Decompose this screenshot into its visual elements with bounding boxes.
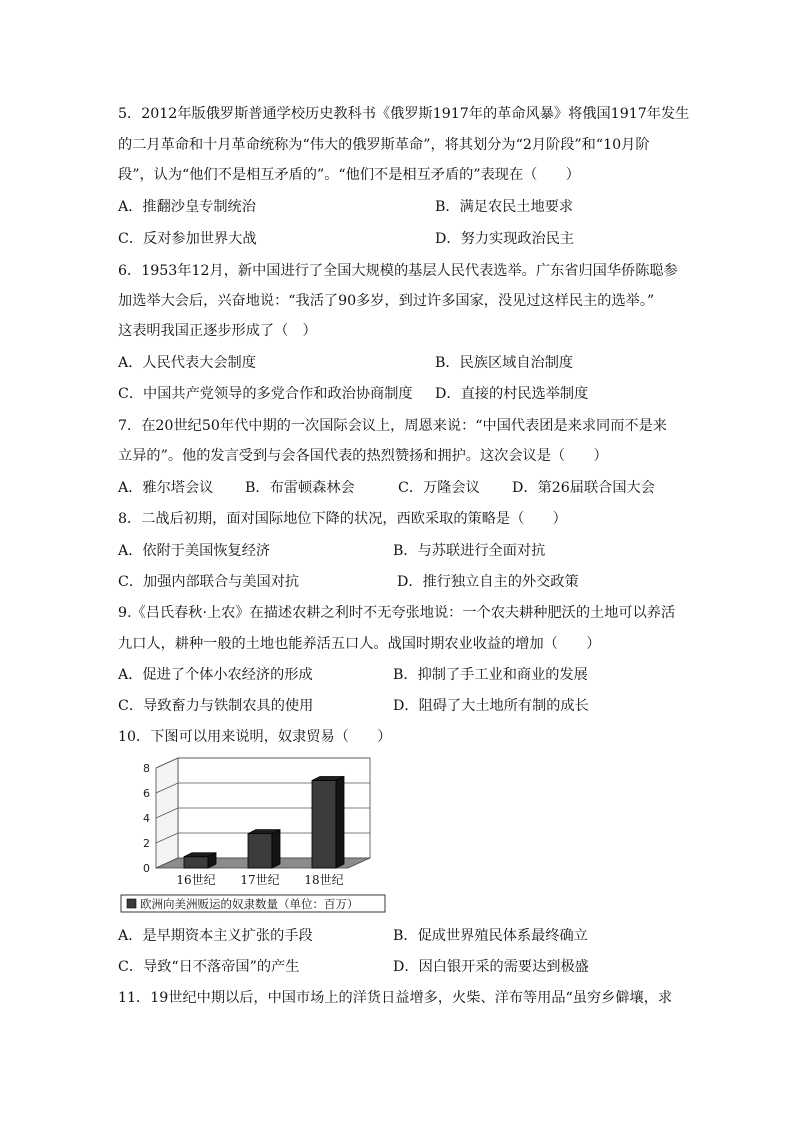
q7-option-d: D．第26届联合国大会 <box>512 480 655 496</box>
q10-option-d: D．因白银开采的需要达到极盛 <box>393 959 589 975</box>
q5-option-a: A．推翻沙皇专制统治 <box>118 199 256 215</box>
q7-line-1: 7．在20世纪50年代中期的一次国际会议上，周恩来说：“中国代表团是来求同而不是来 <box>118 418 667 434</box>
chart-bar-side <box>272 830 280 868</box>
q10-option-b: B．促成世界殖民体系最终确立 <box>393 928 588 944</box>
q7-line-2: 立异的”。他的发言受到与会各国代表的热烈赞扬和拥护。这次会议是（ ） <box>118 448 608 464</box>
q8-line-1: 8．二战后初期，面对国际地位下降的状况，西欧采取的策略是（ ） <box>118 511 567 527</box>
q9-line-2: 九口人，耕种一般的土地也能养活五口人。战国时期农业收益的增加（ ） <box>118 636 601 652</box>
q10-option-a: A．是早期资本主义扩张的手段 <box>118 928 313 944</box>
q8-option-b: B．与苏联进行全面对抗 <box>393 543 546 559</box>
chart-bar <box>248 834 272 868</box>
chart-bar-side <box>336 777 344 869</box>
q10-option-c: C．导致“日不落帝国”的产生 <box>118 959 300 975</box>
chart-x-tick-label: 17世纪 <box>240 873 280 887</box>
q6-line-1: 6．1953年12月，新中国进行了全国大规模的基层人民代表选举。广东省归国华侨陈聪参 <box>118 263 678 279</box>
q6-option-d: D．直接的村民选举制度 <box>435 386 589 402</box>
q11-line-1: 11．19世纪中期以后，中国市场上的洋货日益增多，火柴、洋布等用品“虽穷乡僻壤，求 <box>118 990 673 1006</box>
q9-option-b: B．抑制了手工业和商业的发展 <box>393 667 588 683</box>
q6-line-3: 这表明我国正逐步形成了（ ） <box>118 323 317 339</box>
chart-y-tick-label: 4 <box>143 812 150 825</box>
q5-line-3: 段”，认为“他们不是相互矛盾的”。“他们不是相互矛盾的”表现在（ ） <box>118 167 580 183</box>
q6-option-c: C．中国共产党领导的多党合作和政治协商制度 <box>118 386 413 402</box>
q9-option-c: C．导致畜力与铁制农具的使用 <box>118 698 314 714</box>
q5-line-2: 的二月革命和十月革命统称为“伟大的俄罗斯革命”，将其划分为“2月阶段”和“10月阶 <box>118 137 650 153</box>
chart-bar <box>312 781 336 869</box>
chart-legend-swatch <box>127 899 136 908</box>
q7-option-b: B．布雷顿森林会 <box>245 480 355 496</box>
chart-x-tick-label: 16世纪 <box>176 873 216 887</box>
q8-option-a: A．依附于美国恢复经济 <box>118 543 271 559</box>
q6-option-b: B．民族区域自治制度 <box>435 355 574 371</box>
q7-option-c: C．万隆会议 <box>398 480 480 496</box>
q9-option-d: D．阻碍了大土地所有制的成长 <box>393 698 589 714</box>
chart-bar <box>184 857 208 868</box>
q5-option-c: C．反对参加世界大战 <box>118 231 257 247</box>
q10-line-1: 10．下图可以用来说明，奴隶贸易（ ） <box>118 729 392 745</box>
q9-line-1: 9.《吕氏春秋·上农》在描述农耕之利时不无夸张地说：一个农夫耕种肥沃的土地可以养活 <box>118 605 676 621</box>
chart-y-tick-label: 8 <box>143 762 150 775</box>
q7-option-a: A．雅尔塔会议 <box>118 480 214 496</box>
q5-line-1: 5．2012年版俄罗斯普通学校历史教科书《俄罗斯1917年的革命风暴》将俄国1917年发生 <box>118 106 690 122</box>
chart-y-tick-label: 2 <box>143 837 150 850</box>
q8-option-c: C．加强内部联合与美国对抗 <box>118 574 300 590</box>
chart-x-tick-label: 18世纪 <box>304 873 344 887</box>
q5-option-b: B．满足农民土地要求 <box>435 199 574 215</box>
chart-y-tick-label: 0 <box>143 862 150 875</box>
q6-line-2: 加选举大会后，兴奋地说：“我活了90多岁，到过许多国家，没见过这样民主的选举。” <box>118 293 655 309</box>
q8-option-d: D．推行独立自主的外交政策 <box>397 574 579 590</box>
slave-trade-bar-chart <box>118 756 388 916</box>
q6-option-a: A．人民代表大会制度 <box>118 355 256 371</box>
chart-y-tick-label: 6 <box>143 787 150 800</box>
q5-option-d: D．努力实现政治民主 <box>435 231 575 247</box>
chart-legend-label: 欧洲向美洲贩运的奴隶数量（单位：百万） <box>140 897 359 911</box>
q9-option-a: A．促进了个体小农经济的形成 <box>118 667 313 683</box>
